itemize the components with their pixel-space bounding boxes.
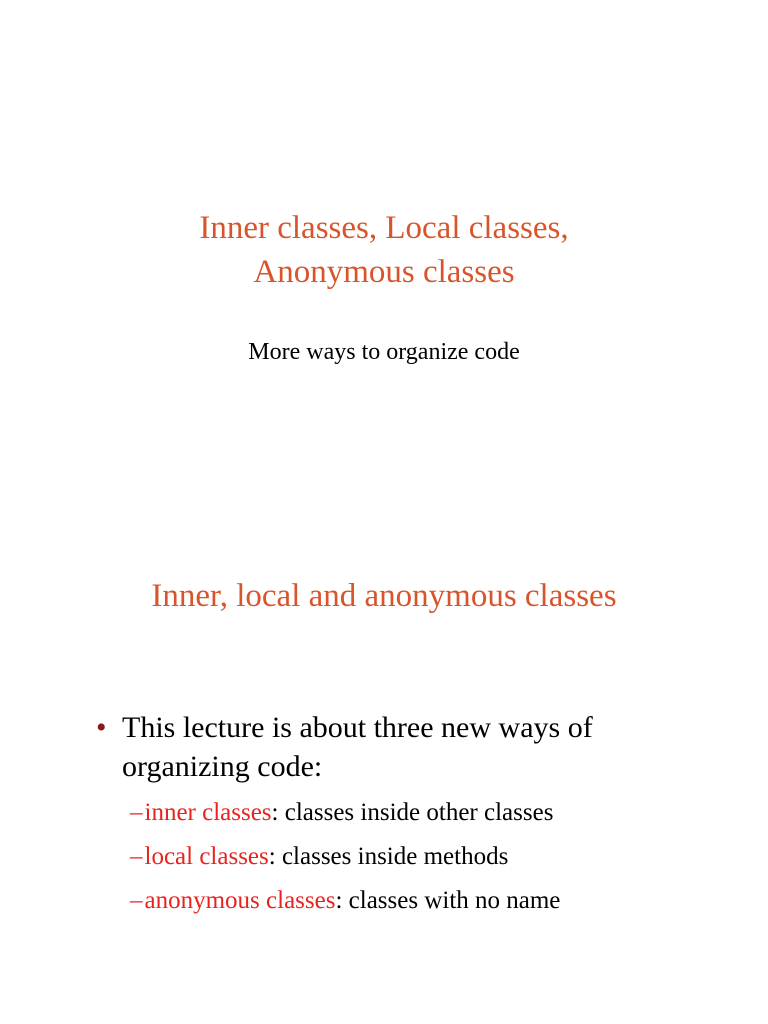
sub-item-term: anonymous classes: [144, 887, 336, 914]
slide-2: [0, 512, 768, 1024]
sub-item-dash: –: [130, 843, 143, 870]
sub-item-term: local classes: [144, 843, 269, 870]
sub-item-local-classes: [130, 841, 730, 873]
slide-1-title-line-2: Anonymous classes: [253, 254, 515, 290]
sub-item-inner-classes: [130, 797, 730, 829]
bullet-marker: •: [96, 711, 107, 744]
sub-item-dash: –: [130, 887, 143, 914]
slide-1-subtitle: More ways to organize code: [248, 339, 520, 365]
sub-item-description: : classes with no name: [335, 887, 561, 914]
sub-item-dash: –: [130, 799, 143, 826]
bullet-text: This lecture is about three new ways of organizing code:: [122, 711, 593, 783]
sub-item-anonymous-classes: [130, 885, 730, 917]
slide-2-title: Inner, local and anonymous classes: [151, 578, 617, 614]
bullet-item: [96, 708, 696, 786]
slide-1-title: [0, 206, 768, 294]
sub-item-description: : classes inside other classes: [271, 799, 554, 826]
sub-item-description: : classes inside methods: [268, 843, 509, 870]
slide-1-title-line-1: Inner classes, Local classes,: [199, 210, 569, 246]
sub-item-term: inner classes: [144, 799, 272, 826]
